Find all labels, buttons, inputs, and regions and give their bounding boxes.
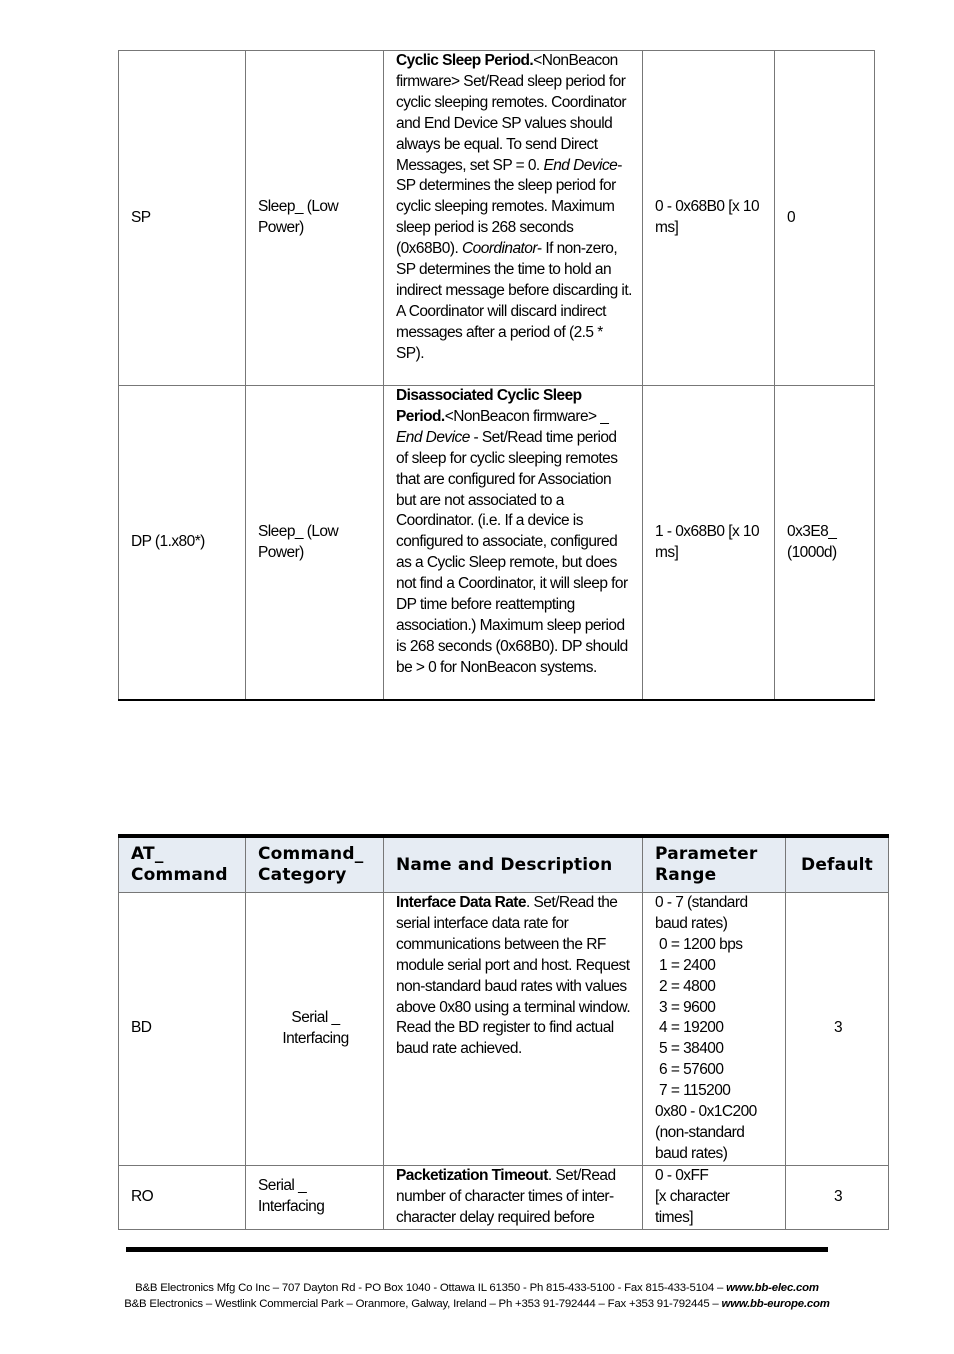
range-line: baud rates)	[655, 1144, 728, 1162]
command-cell: BD	[119, 893, 246, 1166]
default-cell: 3	[786, 1165, 889, 1229]
description-cell	[384, 386, 643, 701]
description-title: Cyclic Sleep Period.	[396, 52, 534, 69]
table-row	[119, 1165, 889, 1229]
command-cell: DP (1.x80*)	[119, 386, 246, 701]
range-line: (non-standard	[655, 1123, 745, 1141]
description-title: Packetization Timeout	[396, 1166, 548, 1184]
command-cell: SP	[119, 51, 246, 386]
command-cell: RO	[119, 1165, 246, 1229]
description-text: - SP determines the sleep period for cyclic sleeping remotes. Maximum sleep period is 268 seconds (0x68B0).	[396, 156, 622, 258]
range-line: 0x80 - 0x1C200	[655, 1103, 757, 1121]
footer-us-address	[0, 1281, 954, 1296]
description-text: - If non-zero, SP determines the time to hold an indirect message before discarding it. A Coordinator will discard indirect messages after a period of (2.5 * SP).	[396, 240, 632, 362]
sleep-parameters-table	[118, 50, 875, 701]
description-text: . Set/Read number of character times of inter-character delay required before	[396, 1166, 616, 1226]
header-parameter-range: Parameter Range	[643, 836, 786, 893]
description-cell	[384, 1165, 643, 1229]
default-cell: 3	[786, 893, 889, 1166]
table-row	[119, 893, 889, 1166]
category-cell: Serial _ Interfacing	[246, 893, 384, 1166]
table-row	[119, 51, 875, 386]
range-line: 3 = 9600	[659, 998, 716, 1016]
range-line: baud rates)	[655, 914, 728, 932]
range-line: 4 = 19200	[659, 1019, 724, 1037]
description-text: - Set/Read time period of sleep for cyclic sleeping remotes that are configured for Association but are not associated to a Coordinator. (i.e. If a device is configured to associate, configured as a Cyclic Sleep remote, but does not find a Coordinator, it will sleep for DP time before reattempting association.) Maximum sleep period is 268 seconds (0x68B0). DP should be > 0 for NonBeacon systems.	[396, 428, 628, 676]
range-line: 1 = 2400	[659, 956, 716, 974]
default-cell: 0	[775, 51, 875, 386]
range-line: times]	[655, 1208, 694, 1226]
range-line: 2 = 4800	[659, 977, 716, 995]
description-title: Interface Data Rate	[396, 894, 526, 911]
range-line: 7 = 115200	[659, 1082, 731, 1100]
range-line: 0 - 7 (standard	[655, 894, 748, 911]
header-command-category: Command_ Category	[246, 836, 384, 893]
range-line: 0 - 0xFF	[655, 1166, 709, 1184]
category-cell: Sleep_ (Low Power)	[246, 51, 384, 386]
range-cell	[643, 1165, 786, 1229]
description-title: Disassociated Cyclic Sleep Period.	[396, 387, 582, 425]
category-cell: Serial _ Interfacing	[246, 1165, 384, 1229]
table-header-row	[119, 836, 889, 893]
range-cell	[643, 893, 786, 1166]
default-cell: 0x3E8_ (1000d)	[775, 386, 875, 701]
description-cell	[384, 51, 643, 386]
footer-website-link[interactable]: www.bb-europe.com	[721, 1298, 830, 1310]
footer-rule	[126, 1247, 828, 1252]
header-name-description: Name and Description	[384, 836, 643, 893]
description-intro: <NonBeacon firmware> Set/Read sleep period for cyclic sleeping remotes. Coordinator and End Device SP values should always be equal. To send Direct Messages, set SP = 0.	[396, 52, 627, 174]
footer-address-text: B&B Electronics Mfg Co Inc – 707 Dayton Rd - PO Box 1040 - Ottawa IL 61350 - Ph 815-433-5100 - Fax 815-433-5104 –	[135, 1282, 727, 1294]
description-label: Coordinator	[462, 240, 537, 258]
range-cell: 0 - 0x68B0 [x 10 ms]	[643, 51, 775, 386]
range-line: 5 = 38400	[659, 1040, 724, 1058]
description-label: End Device	[543, 156, 618, 174]
description-intro: <NonBeacon firmware> _	[444, 407, 609, 425]
range-cell: 1 - 0x68B0 [x 10 ms]	[643, 386, 775, 701]
footer-website-link[interactable]: www.bb-elec.com	[726, 1282, 819, 1294]
footer-address-text: B&B Electronics – Westlink Commercial Park – Oranmore, Galway, Ireland – Ph +353 91-792444 – Fax +353 91-792445 –	[124, 1298, 722, 1310]
description-cell	[384, 893, 643, 1166]
table-row	[119, 386, 875, 701]
header-at-command: AT_ Command	[119, 836, 246, 893]
description-text: . Set/Read the serial interface data rate for communications between the RF module serial port and host. Request non-standard baud rates with values above 0x80 using a terminal window. Read the BD register to find actual baud rate achieved.	[396, 894, 631, 1058]
serial-parameters-table	[118, 834, 889, 1230]
category-cell: Sleep_ (Low Power)	[246, 386, 384, 701]
header-default: Default	[786, 836, 889, 893]
footer-europe-address	[0, 1297, 954, 1312]
range-line: [x character	[655, 1187, 730, 1205]
range-line: 6 = 57600	[659, 1061, 724, 1079]
description-label: End Device	[396, 428, 470, 446]
range-line: 0 = 1200 bps	[659, 935, 743, 953]
